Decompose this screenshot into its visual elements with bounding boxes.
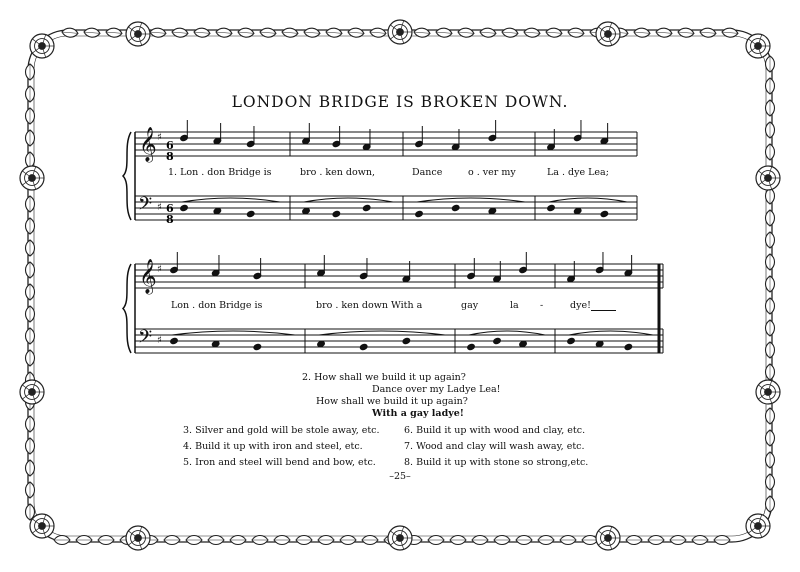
svg-text:♯: ♯: [157, 264, 162, 275]
lyric-s1-4: o . ver my: [468, 167, 516, 178]
lyric-s2-2: bro . ken down With a: [316, 300, 423, 311]
lyric-s2-6: dye!: [570, 300, 591, 311]
svg-text:𝄢: 𝄢: [138, 327, 153, 352]
time-signature: [166, 139, 174, 226]
svg-text:♯: ♯: [157, 132, 162, 143]
svg-text:𝄢: 𝄢: [138, 194, 153, 219]
svg-text:𝄞: 𝄞: [139, 127, 157, 162]
verse-3: 3. Silver and gold will be stole away, etc.: [183, 425, 380, 436]
lyric-s2-1: Lon . don Bridge is: [171, 300, 263, 311]
lyric-s1-2: bro . ken down,: [300, 167, 375, 178]
verse-2-line-3: How shall we build it up again?: [316, 396, 468, 407]
verse-6: 6. Build it up with wood and clay, etc.: [404, 425, 586, 436]
verse-8: 8. Build it up with stone so strong,etc.: [404, 457, 589, 468]
lyric-s1-3: Dance: [412, 167, 443, 178]
verse-5: 5. Iron and steel will bend and bow, etc.: [183, 457, 376, 468]
time-signature-bass-top: 6: [166, 202, 174, 215]
lyric-s1-1: 1. Lon . don Bridge is: [168, 167, 272, 178]
svg-text:♯: ♯: [157, 202, 162, 213]
lyric-s2-3: gay: [461, 300, 479, 311]
lyric-s2-5: -: [540, 300, 544, 311]
svg-text:𝄞: 𝄞: [139, 259, 157, 294]
verse-2-line-1: 2. How shall we build it up again?: [302, 372, 466, 383]
svg-text:♯: ♯: [157, 335, 162, 346]
time-signature-bass-bottom: 8: [166, 213, 174, 226]
verse-2-line-2: Dance over my Ladye Lea!: [372, 384, 501, 395]
verse-4: 4. Build it up with iron and steel, etc.: [183, 441, 363, 452]
song-title: LONDON BRIDGE IS BROKEN DOWN.: [231, 93, 569, 111]
verse-2-line-4: With a gay ladye!: [372, 408, 464, 419]
time-signature-top: 6: [166, 139, 174, 152]
extender-line: [591, 309, 617, 312]
verse-7: 7. Wood and clay will wash away, etc.: [404, 441, 585, 452]
lyric-s1-5: La . dye Lea;: [547, 167, 609, 178]
lyric-s2-4: la: [510, 300, 519, 311]
page-number: –25–: [389, 471, 411, 482]
time-signature-bottom: 8: [166, 150, 174, 163]
